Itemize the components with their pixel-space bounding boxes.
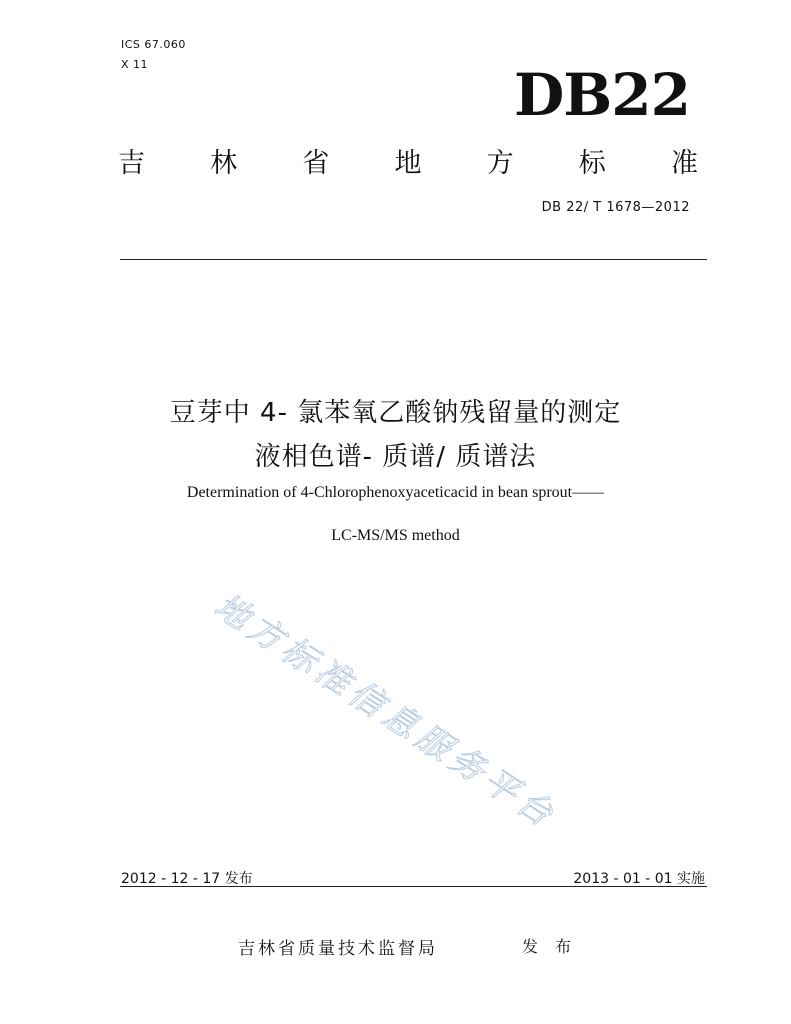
watermark-text: 地方标准信息服务平台 <box>207 586 565 838</box>
standard-title-char: 方 <box>486 147 514 179</box>
english-title-line-2: LC-MS/MS method <box>331 527 460 544</box>
implementation-date: 2013 - 01 - 01 实施 <box>573 871 705 887</box>
chinese-title-line-2: 液相色谱- 质谱/ 质谱法 <box>254 442 537 472</box>
standard-title-char: 林 <box>210 147 238 179</box>
header-divider <box>120 259 707 260</box>
standard-title-char: 省 <box>302 147 330 179</box>
publisher-name: 吉林省质量技术监督局 <box>238 939 438 959</box>
issue-date: 2012 - 12 - 17 发布 <box>121 871 253 887</box>
db22-logo: DB22 <box>513 61 690 129</box>
standard-title-char: 标 <box>578 147 606 179</box>
footer-divider <box>120 886 707 887</box>
standard-number: DB 22/ T 1678—2012 <box>541 200 690 215</box>
standard-title-char: 准 <box>670 147 698 179</box>
ics-code: ICS 67.060 <box>121 38 186 51</box>
ccs-code: X 11 <box>121 58 149 71</box>
standard-title-char: 吉 <box>118 147 145 179</box>
english-title-line-1: Determination of 4-Chlorophenoxyaceticacid in bean sprout—— <box>186 484 605 501</box>
standard-category-title <box>118 142 698 178</box>
publish-label: 发 布 <box>522 937 578 956</box>
standard-title-char: 地 <box>394 147 422 179</box>
chinese-title-line-1: 豆芽中 4- 氯苯氧乙酸钠残留量的测定 <box>169 398 622 428</box>
